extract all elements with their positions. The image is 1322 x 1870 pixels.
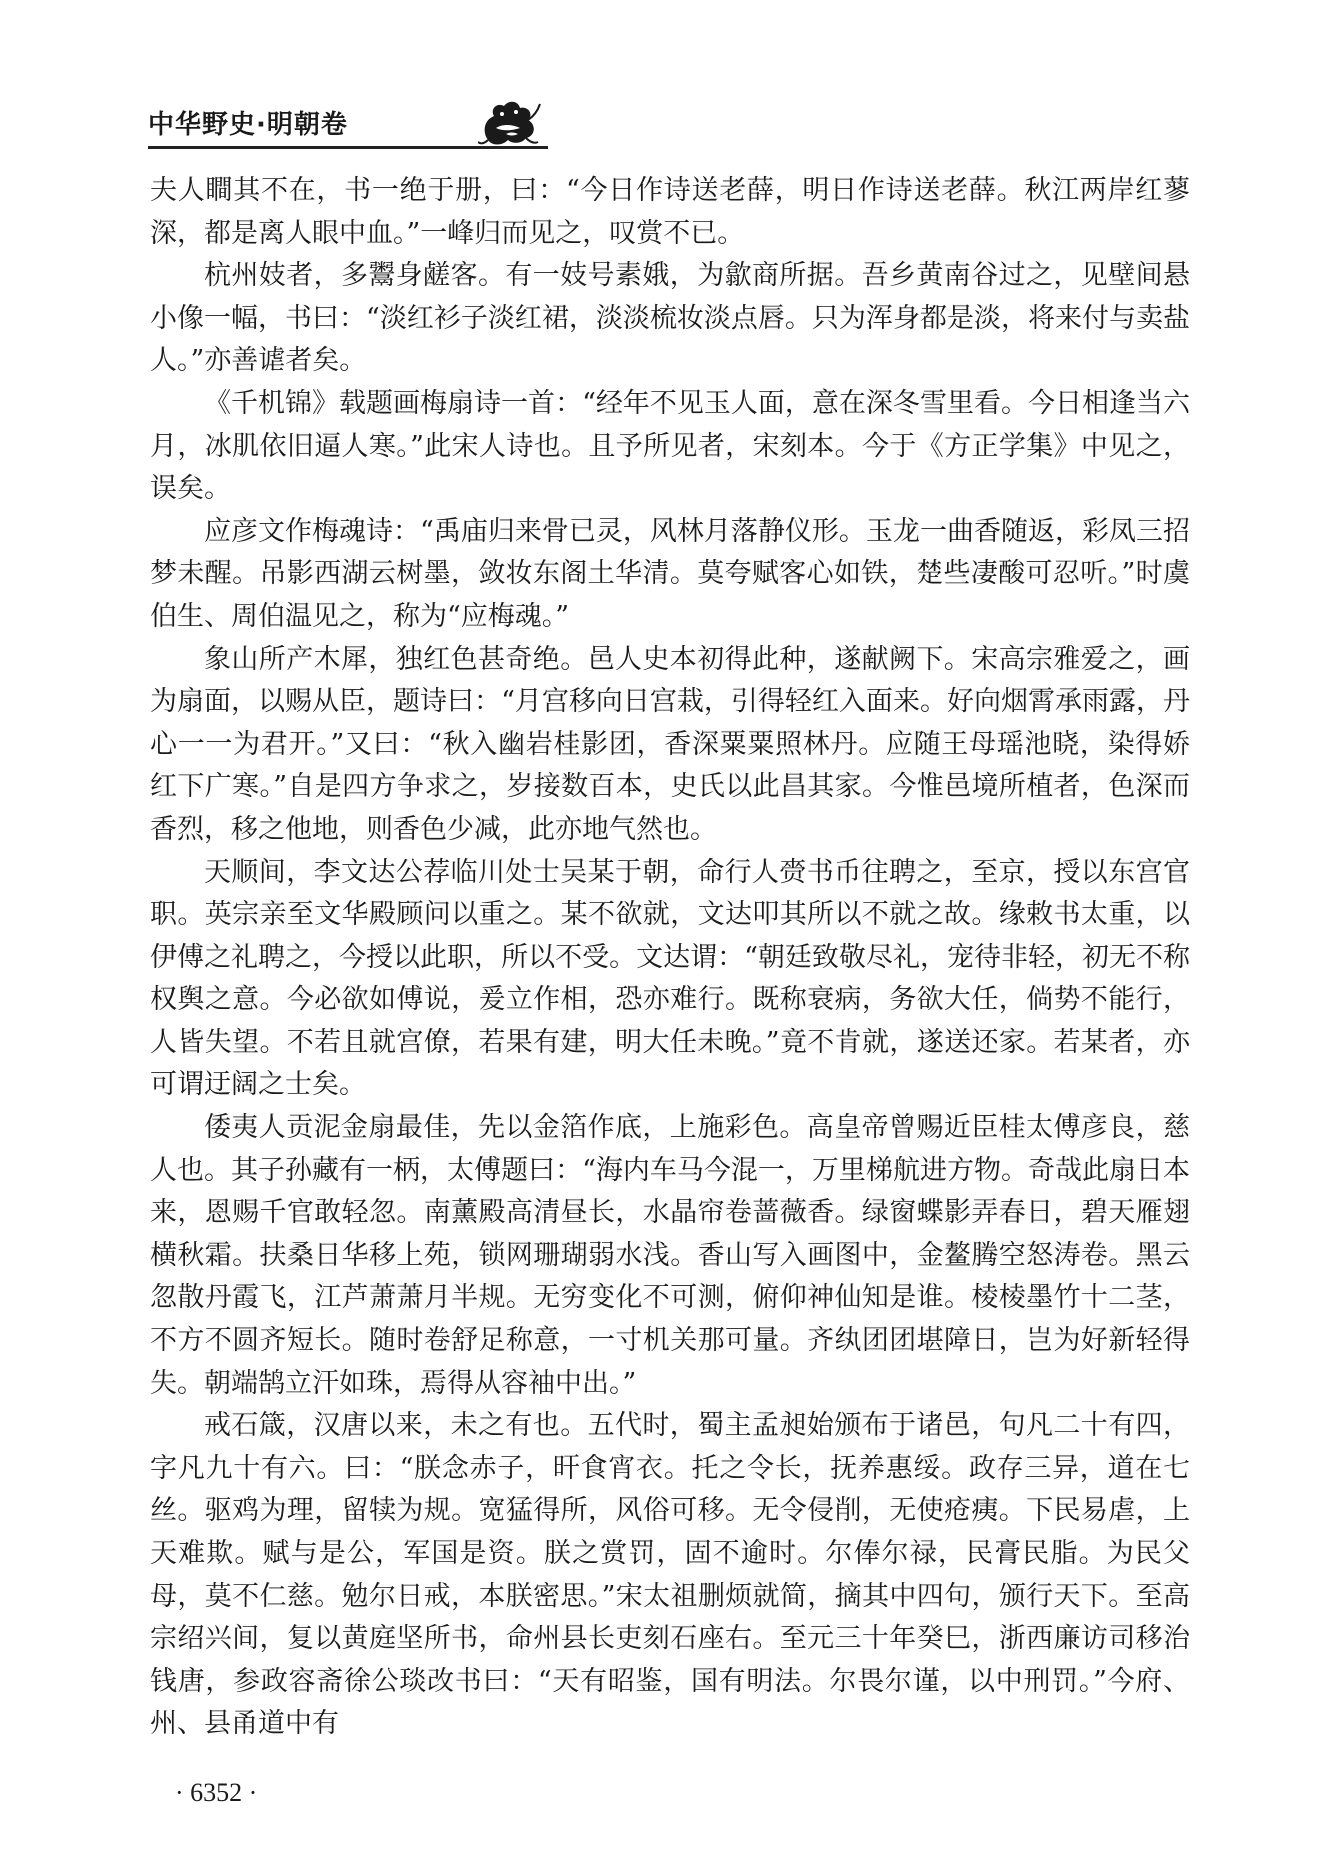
paragraph: 倭夷人贡泥金扇最佳，先以金箔作底，上施彩色。高皇帝曾赐近臣桂太傅彦良，慈人也。其子孙藏有一柄，太傅题曰：“海内车马今混一，万里梯航进方物。奇哉此扇日本来，恩赐千官敢轻忽。南薰殿高清昼长，水晶帘卷蔷薇香。绿窗蝶影弄春日，碧天雁翅横秋霜。扶桑日华移上苑，锁网珊瑚弱水浅。香山写入画图中，金鳌腾空怒涛卷。黑云忽散丹霞飞，江芦萧萧月半规。无穷变化不可测，俯仰神仙知是谁。棱棱墨竹十二茎，不方不圆齐短长。随时卷舒足称意，一寸机关那可量。齐纨团团堪障日，岂为好新轻得失。朝端鹄立汗如珠，焉得从容袖中出。” bbox=[150, 1112, 1190, 1399]
paragraph: 杭州妓者，多鬻身鹾客。有一妓号素娥，为歙商所据。吾乡黄南谷过之，见壁间悬小像一幅，书曰：“淡红衫子淡红裙，淡淡梳妆淡点唇。只为浑身都是淡，将来付与卖盐人。”亦善谑者矣。 bbox=[150, 260, 1190, 377]
paragraph: 象山所产木犀，独红色甚奇绝。邑人史本初得此种，遂献阙下。宋高宗雅爱之，画为扇面，以赐从臣，题诗曰：“月宫移向日宫栽，引得轻红入面来。好向烟霄承雨露，丹心一一为君开。”又曰：“秋入幽岩桂影团，香深粟粟照林丹。应随王母瑶池晓，染得娇红下广寒。”自是四方争求之，岁接数百本，史氏以此昌其家。今惟邑境所植者，色深而香烈，移之他地，则香色少减，此亦地气然也。 bbox=[150, 643, 1190, 845]
paragraph: 《千机锦》载题画梅扇诗一首：“经年不见玉人面，意在深冬雪里看。今日相逢当六月，冰肌依旧逼人寒。”此宋人诗也。且予所见者，宋刻本。今于《方正学集》中见之，误矣。 bbox=[150, 387, 1190, 505]
page-number: · 6352 · bbox=[175, 1778, 258, 1807]
paragraph: 应彦文作梅魂诗：“禹庙归来骨已灵，风林月落静仪形。玉龙一曲香随返，彩凤三招梦未醒。吊影西湖云树墨，敛妆东阁土华清。莫夸赋客心如铁，楚些凄酸可忍听。”时虞伯生、周伯温见之，称为“应梅魂。” bbox=[150, 515, 1190, 632]
body-text bbox=[150, 170, 1190, 1746]
dragon-emblem-icon bbox=[478, 96, 542, 148]
paragraph: 戒石箴，汉唐以来，未之有也。五代时，蜀主孟昶始颁布于诸邑，句凡二十有四，字凡九十有六。曰：“朕念赤子，旰食宵衣。托之令长，抚养惠绥。政存三异，道在七丝。驱鸡为理，留犊为规。宽猛得所，风俗可移。无令侵削，无使疮痍。下民易虐，上天难欺。赋与是公，军国是资。朕之赏罚，固不逾时。尔俸尔禄，民膏民脂。为民父母，莫不仁慈。勉尔日戒，本朕密思。”宋太祖删烦就简，摘其中四句，颁行天下。至高宗绍兴间，复以黄庭坚所书，命州县长吏刻石座右。至元三十年癸巳，浙西廉访司移治钱唐，参政容斋徐公琰改书曰：“天有昭鉴，国有明法。尔畏尔谨，以中刑罚。”今府、州、县甬道中有 bbox=[150, 1410, 1190, 1740]
book-title: 中华野史·明朝卷 bbox=[148, 110, 348, 140]
paragraph: 夫人瞷其不在，书一绝于册，曰：“今日作诗送老薛，明日作诗送老薛。秋江两岸红蓼深，都是离人眼中血。”一峰归而见之，叹赏不已。 bbox=[150, 175, 1190, 249]
running-header bbox=[148, 96, 548, 156]
header-rule bbox=[148, 146, 548, 149]
paragraph: 天顺间，李文达公荐临川处士吴某于朝，命行人赍书币往聘之，至京，授以东宫官职。英宗亲至文华殿顾问以重之。某不欲就，文达叩其所以不就之故。缘敕书太重，以伊傅之礼聘之，今授以此职，所以不受。文达谓：“朝廷致敬尽礼，宠待非轻，初无不称权舆之意。今必欲如傅说，爰立作相，恐亦难行。既称衰病，务欲大任，倘势不能行，人皆失望。不若且就宫僚，若果有建，明大任未晚。”竟不肯就，遂送还家。若某者，亦可谓迂阔之士矣。 bbox=[150, 856, 1190, 1101]
